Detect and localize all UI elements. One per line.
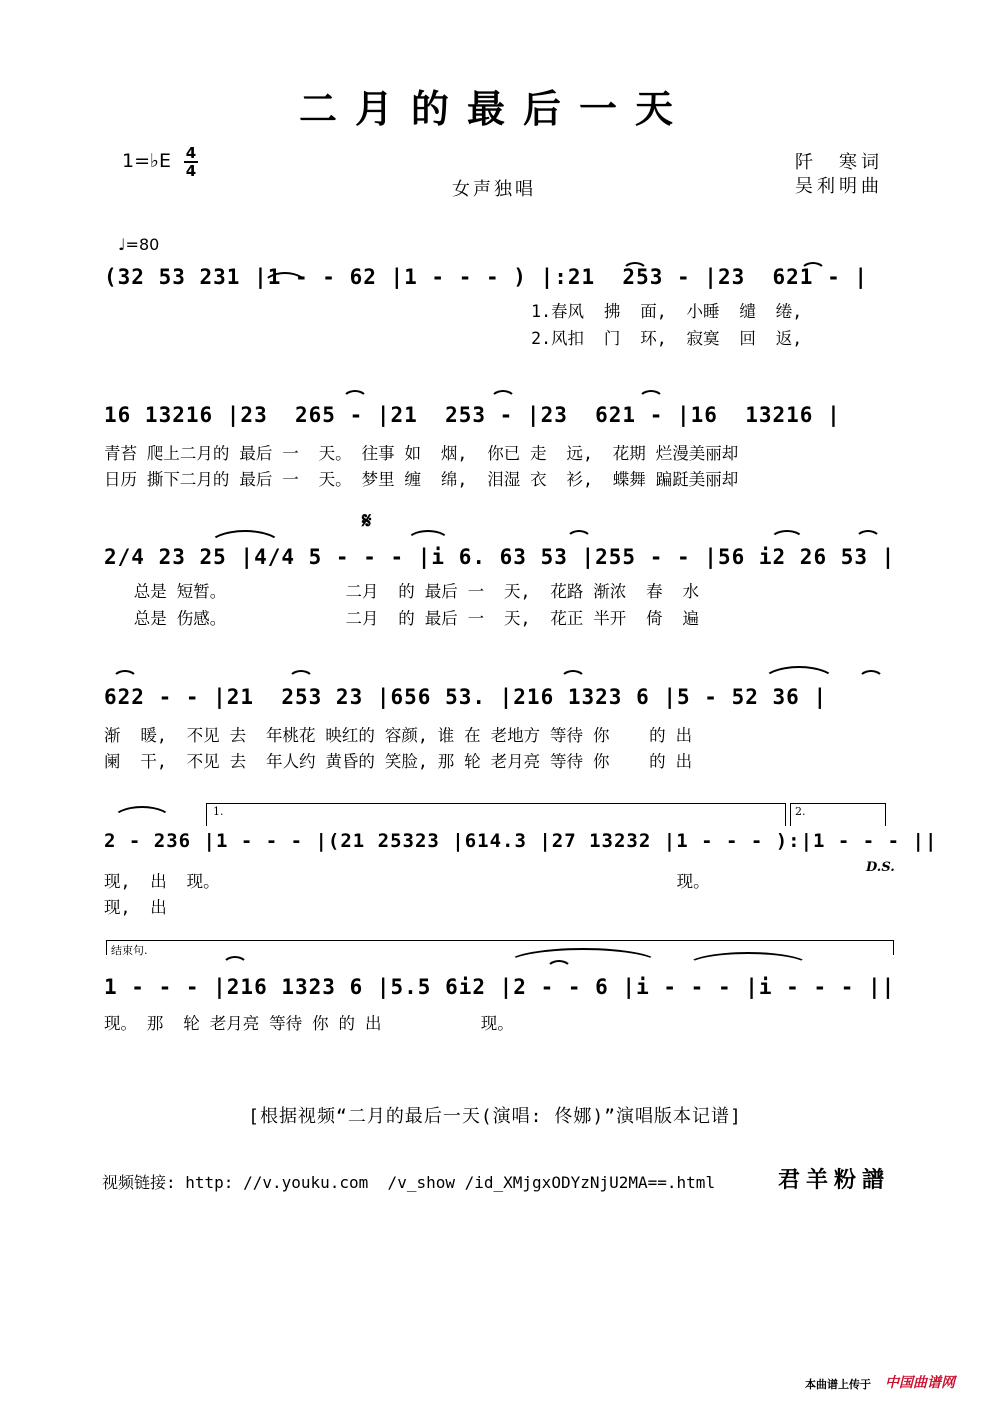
slur-mark xyxy=(222,956,248,966)
performer-label: 女声独唱 xyxy=(452,179,536,200)
volta-2-label: 2. xyxy=(795,805,806,818)
notation-row-1: (32 53 231 |1 - - 62 |1 - - - ) |:21 253 - |23 621 - | xyxy=(104,265,869,289)
slur-mark xyxy=(406,530,450,542)
lyric-row-3-verse-2: 总是 伤感。 二月 的 最后 一 天, 花正 半开 倚 遍 xyxy=(104,609,700,628)
lyric-row-6-verse-1: 现。 那 轮 老月亮 等待 你 的 出 现。 xyxy=(104,1014,514,1033)
time-signature xyxy=(184,146,198,178)
slur-mark xyxy=(112,670,138,680)
transcriber-signature: 君羊粉譜 xyxy=(778,1167,891,1193)
upload-note: 本曲谱上传于 xyxy=(805,1378,871,1391)
notation-row-3: 2/4 23 25 |4/4 5 - - - |i 6. 63 53 |255 - - |56 i2 26 53 | xyxy=(104,545,896,569)
slur-mark xyxy=(762,666,836,682)
lyric-row-4-verse-2: 阑 干, 不见 去 年人约 黄昏的 笑脸, 那 轮 老月亮 等待 你 的 出 xyxy=(104,752,693,771)
slur-mark xyxy=(566,530,592,540)
lyric-row-3-verse-1: 总是 短暂。 二月 的 最后 一 天, 花路 渐浓 春 水 xyxy=(104,582,700,601)
lyricist-credit: 阡 寒词 xyxy=(795,152,883,173)
lyric-row-2-verse-1: 青苔 爬上二月的 最后 一 天。 往事 如 烟, 你已 走 远, 花期 烂漫美丽却 xyxy=(104,444,739,463)
slur-mark xyxy=(288,670,314,680)
slur-mark xyxy=(770,530,804,540)
volta-1-label: 1. xyxy=(213,805,224,818)
ending-label: 结束句. xyxy=(111,944,148,957)
lyric-row-1-verse-2: 2.风扣 门 环, 寂寞 回 返, xyxy=(104,329,803,348)
notation-row-5: 2 - 236 |1 - - - |(21 25323 |614.3 |27 13232 |1 - - - ):|1 - - - || xyxy=(104,830,938,852)
lyric-row-1-verse-1: 1.春风 拂 面, 小睡 缱 绻, xyxy=(104,302,803,321)
key-signature: 1=♭E xyxy=(122,150,171,172)
tempo-mark: ♩=80 xyxy=(118,235,160,254)
slur-mark xyxy=(800,262,826,272)
slur-mark xyxy=(622,262,648,272)
notation-row-2: 16 13216 |23 265 - |21 253 - |23 621 - |16 13216 | xyxy=(104,403,841,427)
lyric-row-5-verse-1: 现, 出 现。 现。 xyxy=(104,872,710,891)
volta-bracket-1 xyxy=(206,803,786,826)
slur-mark xyxy=(638,390,664,400)
notation-row-4: 622 - - |21 253 23 |656 53. |216 1323 6 |5 - 52 36 | xyxy=(104,685,828,709)
ds-mark: D.S. xyxy=(866,860,895,875)
volta-bracket-2 xyxy=(790,803,886,826)
site-logo: 中国曲谱网 xyxy=(885,1375,955,1391)
slur-mark xyxy=(490,390,516,400)
slur-mark xyxy=(855,530,881,540)
notation-row-6: 1 - - - |216 1323 6 |5.5 6i2 |2 - - 6 |i - - - |i - - - || xyxy=(104,975,896,999)
slur-mark xyxy=(208,530,282,546)
composer-credit: 吴利明曲 xyxy=(795,176,883,197)
song-title: 二月的最后一天 xyxy=(298,86,691,131)
time-signature-top: 4 xyxy=(185,144,197,162)
slur-mark xyxy=(560,670,586,680)
slur-mark xyxy=(342,390,368,400)
lyric-row-5-verse-2: 现, 出 xyxy=(104,898,167,917)
slur-mark xyxy=(858,670,884,680)
lyric-row-4-verse-1: 渐 暖, 不见 去 年桃花 映红的 容颜, 谁 在 老地方 等待 你 的 出 xyxy=(104,726,693,745)
segno-sign: 𝄋 xyxy=(362,508,372,534)
lyric-row-2-verse-2: 日历 撕下二月的 最后 一 天。 梦里 缠 绵, 泪湿 衣 衫, 蝶舞 蹁跹美丽却 xyxy=(104,470,739,489)
source-note: [根据视频“二月的最后一天(演唱: 佟娜)”演唱版本记谱] xyxy=(248,1106,742,1127)
video-link: 视频链接: http: //v.youku.com /v_show /id_XMjgxODYzNjU2MA==.html xyxy=(102,1173,716,1192)
slur-mark xyxy=(112,806,172,820)
time-signature-bottom: 4 xyxy=(185,162,197,180)
